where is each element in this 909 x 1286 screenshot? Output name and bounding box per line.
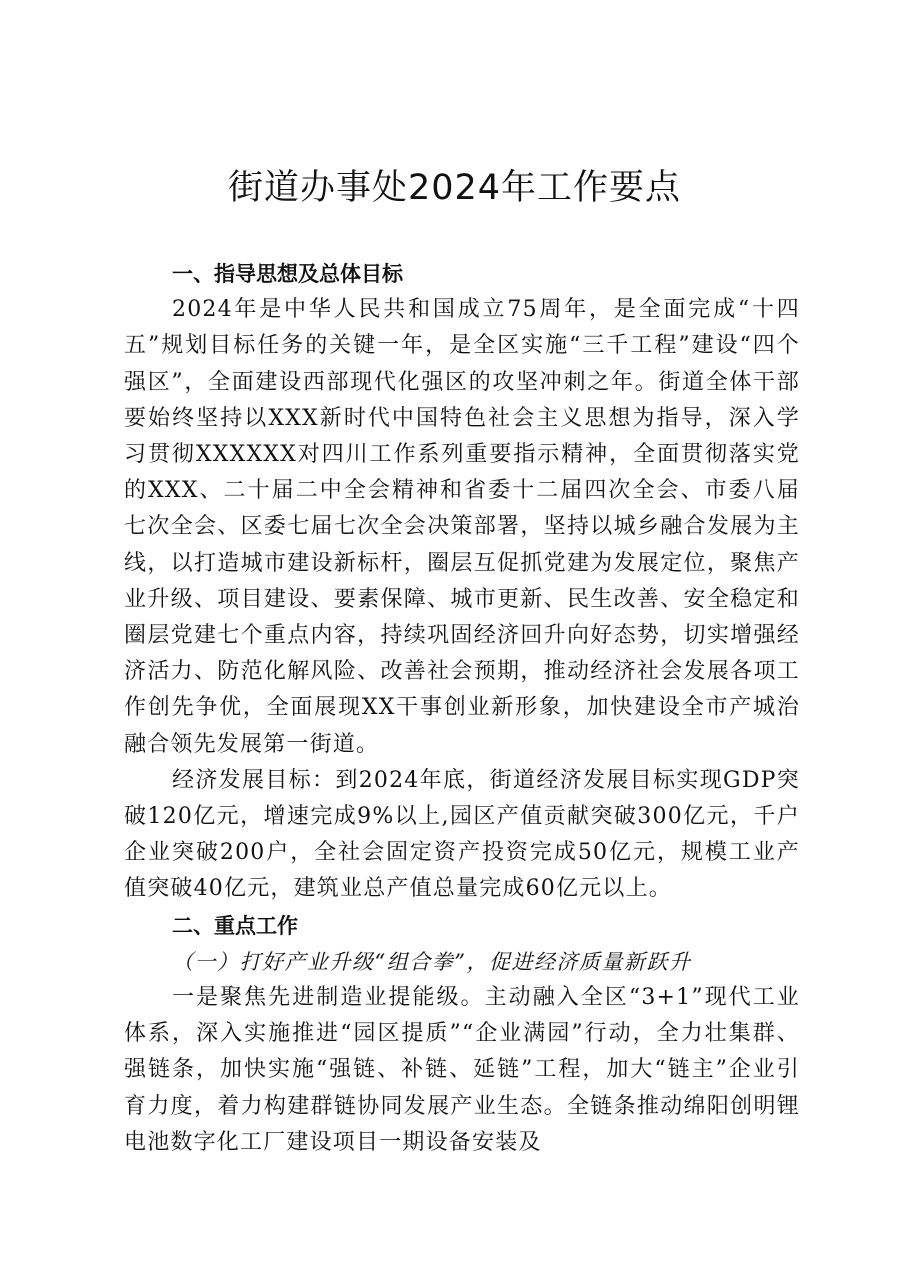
paragraph-advanced-manufacturing: 一是聚焦先进制造业提能级。主动融入全区“3+1”现代工业体系，深入实施推进“园区提质”“企业满园”行动，全力壮集群、强链条，加快实施“强链、补链、延链”工程，加大“链主”企业引育力度，着力构建群链协同发展产业生态。全链条推动绵阳创明锂电池数字化工厂建设项目一期设备安装及 <box>124 985 800 1155</box>
paragraph-overview: 2024年是中华人民共和国成立75周年，是全面完成“十四五”规划目标任务的关键一年，是全区实施“三千工程”建设“四个强区”，全面建设西部现代化强区的攻坚冲刺之年。街道全体干部要始终坚持以XXX新时代中国特色社会主义思想为指导，深入学习贯彻XXXXXX对四川工作系列重要指示精神，全面贯彻落实党的XXX、二十届二中全会精神和省委十二届四次全会、市委八届七次全会、区委七届七次全会决策部署，坚持以城乡融合发展为主线，以打造城市建设新标杆，圈层互促抓党建为发展定位，聚焦产业升级、项目建设、要素保障、城市更新、民生改善、安全稳定和圈层党建七个重点内容，持续巩固经济回升向好态势，切实增强经济活力、防范化解风险、改善社会预期，推动经济社会发展各项工作创先争优，全面展现XX干事创业新形象，加快建设全市产城治融合领先发展第一街道。 <box>124 297 800 757</box>
paragraph-economic-targets: 经济发展目标：到2024年底，街道经济发展目标实现GDP突破120亿元，增速完成9%以上,园区产值贡献突破300亿元，千户企业突破200户，全社会固定资产投资完成50亿元，规模工业产值突破40亿元，建筑业总产值总量完成60亿元以上。 <box>124 767 800 902</box>
document-title: 街道办事处2024年工作要点 <box>227 168 682 208</box>
section-heading-guiding-ideology: 一、指导思想及总体目标 <box>172 262 403 286</box>
document-body <box>124 256 800 1161</box>
section-heading-key-work: 二、重点工作 <box>172 913 298 938</box>
subsection-heading-industry-upgrade: （一）打好产业升级“组合拳”，促进经济质量新跃升 <box>172 949 692 974</box>
